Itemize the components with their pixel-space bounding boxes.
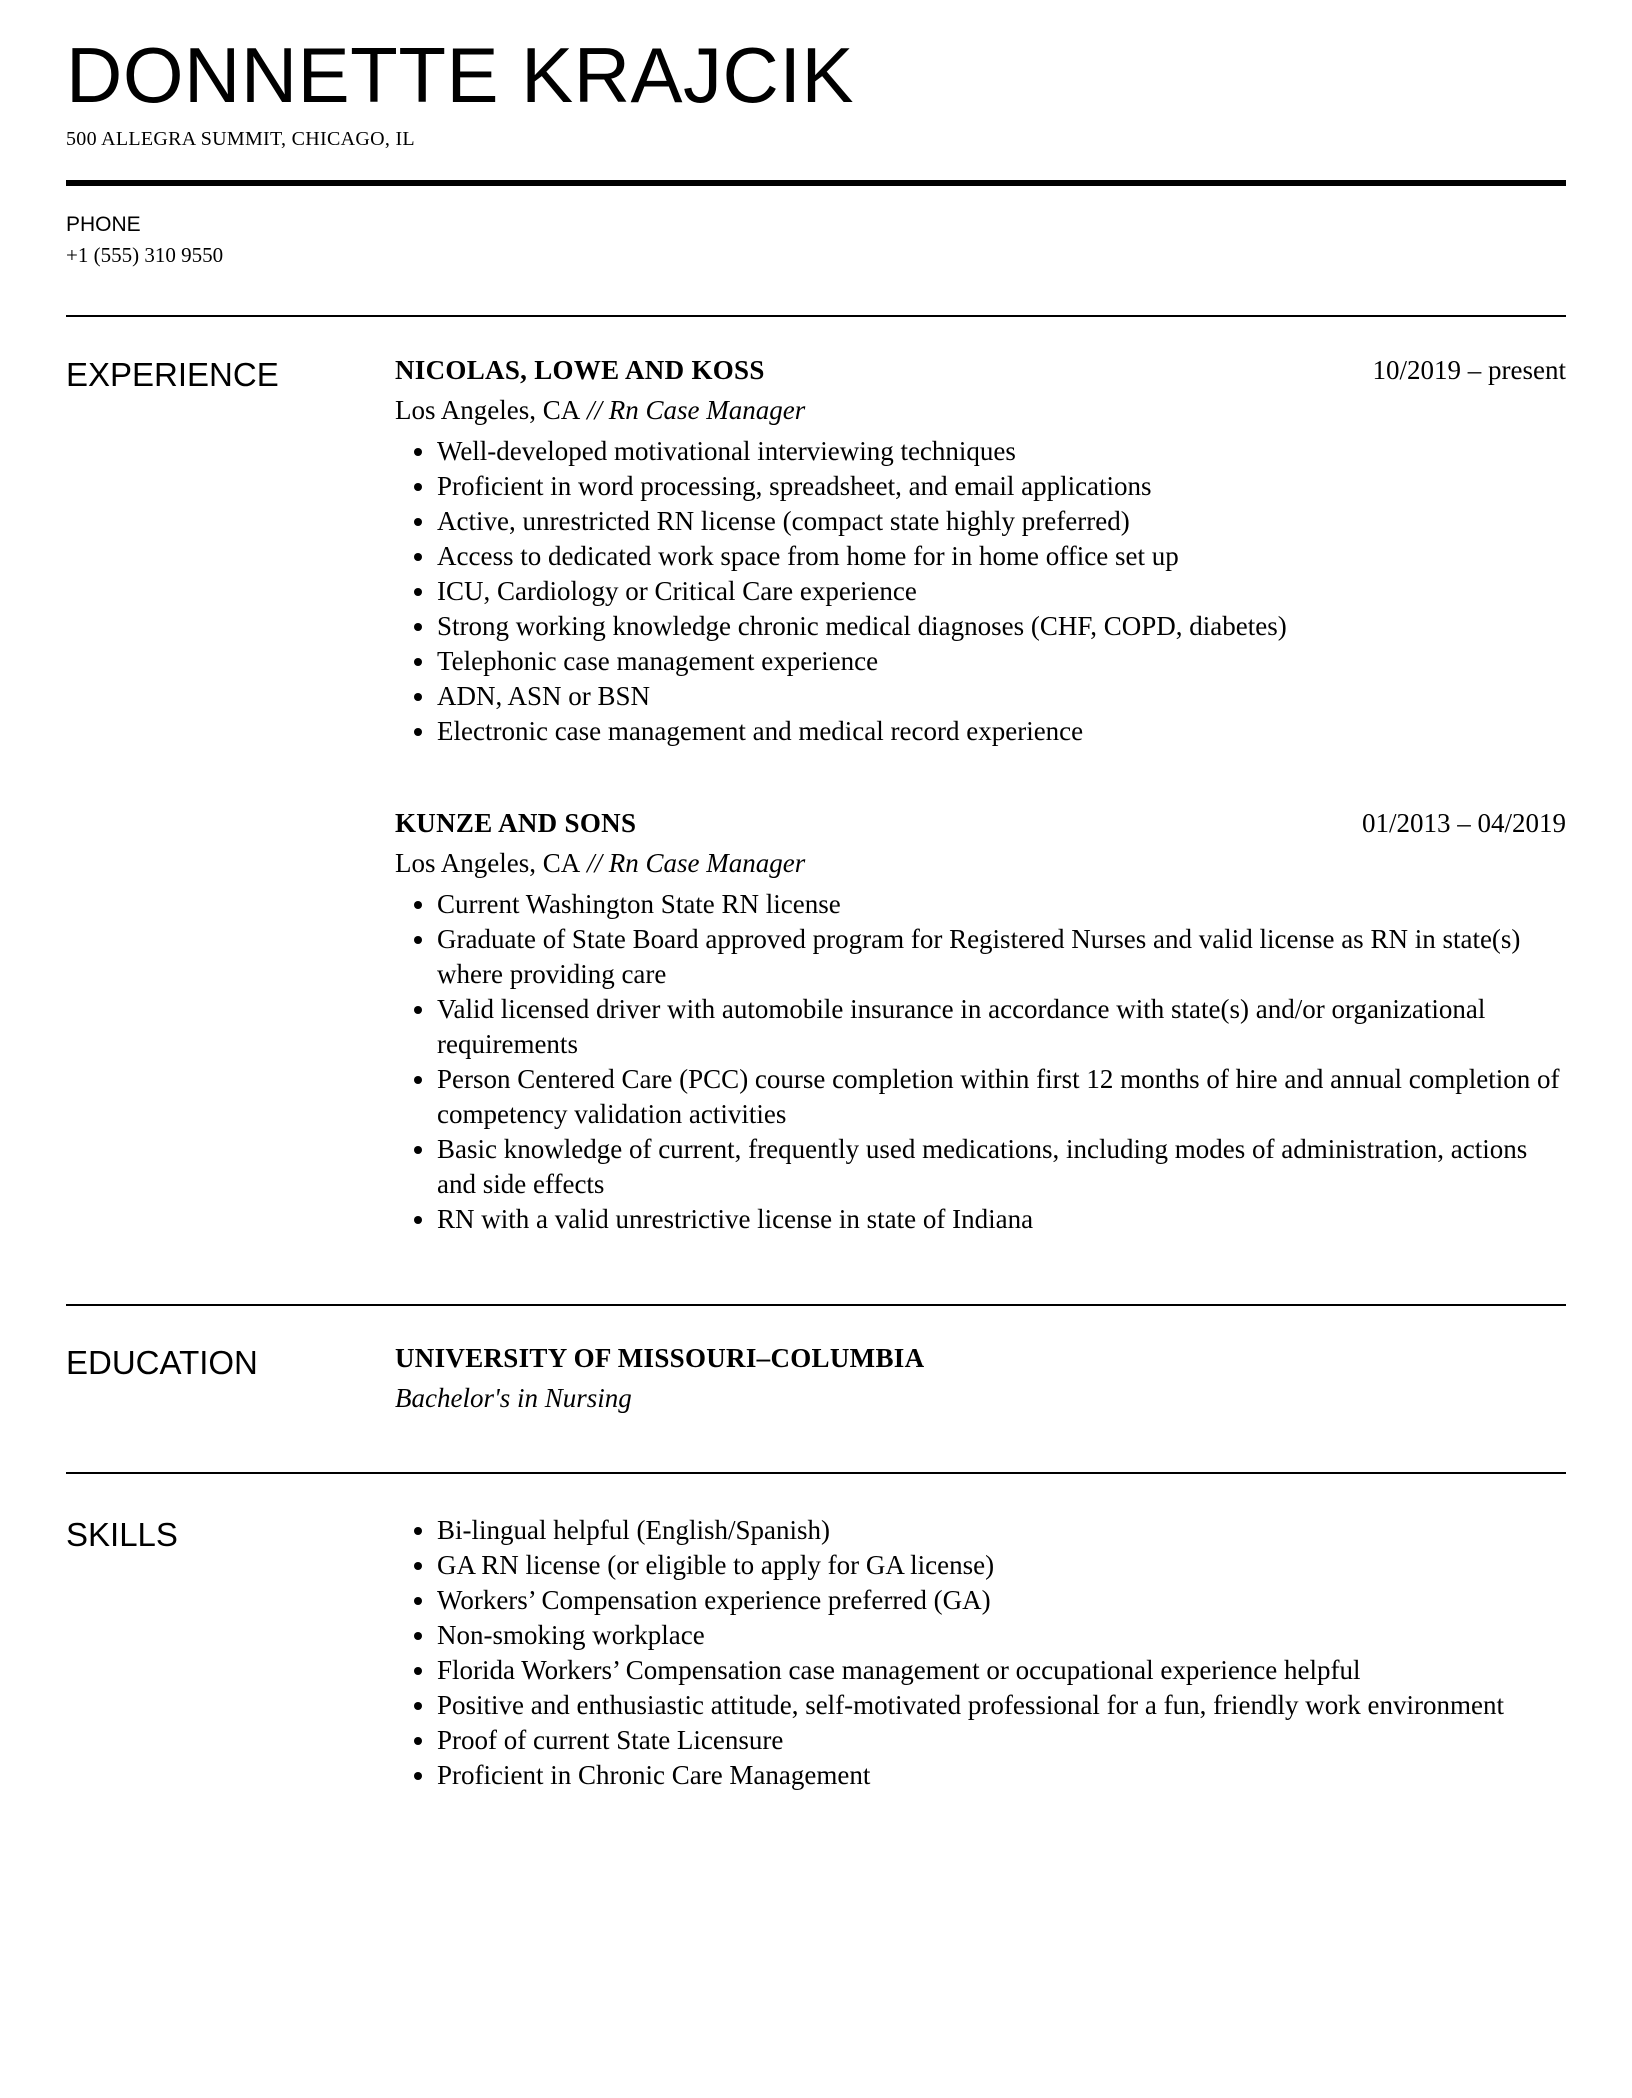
- candidate-address: 500 ALLEGRA SUMMIT, CHICAGO, IL: [66, 128, 415, 150]
- education-body: [395, 1341, 1566, 1416]
- job-role: Rn Case Manager: [608, 395, 806, 425]
- job-bullet: • Strong working knowledge chronic medical diagnoses (CHF, COPD, diabetes): [437, 609, 1566, 644]
- candidate-name: DONNETTE KRAJCIK: [66, 31, 855, 119]
- degree-name: Bachelor's in Nursing: [395, 1383, 632, 1413]
- skill-item: • Workers’ Compensation experience preferred (GA): [437, 1583, 1566, 1618]
- job-subtitle: [395, 846, 1566, 881]
- header-divider: [66, 180, 1566, 186]
- job-bullet: • Well-developed motivational interviewing techniques: [437, 434, 1566, 469]
- experience-section: [66, 353, 1566, 1237]
- job-bullet: • Proficient in word processing, spreadsheet, and email applications: [437, 469, 1566, 504]
- job-bullet: • Person Centered Care (PCC) course completion within first 12 months of hire and annual completion of competency validation activities: [437, 1062, 1566, 1132]
- section-divider: [66, 315, 1566, 317]
- job-bullet: • ADN, ASN or BSN: [437, 679, 1566, 714]
- job-dates: 10/2019 – present: [1372, 355, 1566, 385]
- job-bullet: • Electronic case management and medical record experience: [437, 714, 1566, 749]
- phone-label: PHONE: [66, 213, 141, 236]
- job-bullet: • Graduate of State Board approved program for Registered Nurses and valid license as RN in state(s) where providing care: [437, 922, 1566, 992]
- job-bullet: • Access to dedicated work space from home for in home office set up: [437, 539, 1566, 574]
- job-subtitle: [395, 393, 1566, 428]
- job-separator: //: [580, 848, 609, 878]
- job-dates: 01/2013 – 04/2019: [1361, 808, 1566, 838]
- job-bullets: [395, 887, 1566, 1237]
- education-heading: EDUCATION: [66, 1344, 258, 1381]
- resume-page: [66, 0, 1566, 1793]
- job-separator: //: [580, 395, 609, 425]
- school-name: UNIVERSITY OF MISSOURI–COLUMBIA: [395, 1343, 925, 1373]
- skills-body: [395, 1513, 1566, 1793]
- skill-item: • Positive and enthusiastic attitude, self-motivated professional for a fun, friendly work environment: [437, 1688, 1566, 1723]
- skill-item: • Proof of current State Licensure: [437, 1723, 1566, 1758]
- skill-item: • Non-smoking workplace: [437, 1618, 1566, 1653]
- company-name: KUNZE AND SONS: [395, 808, 637, 838]
- job-location: Los Angeles, CA: [395, 395, 581, 425]
- experience-heading: EXPERIENCE: [66, 356, 279, 393]
- job-bullet: • Basic knowledge of current, frequently used medications, including modes of administration, actions and side effects: [437, 1132, 1566, 1202]
- skill-item: • Proficient in Chronic Care Management: [437, 1758, 1566, 1793]
- job-bullet: • Active, unrestricted RN license (compact state highly preferred): [437, 504, 1566, 539]
- job-location: Los Angeles, CA: [395, 848, 581, 878]
- skill-item: • Florida Workers’ Compensation case management or occupational experience helpful: [437, 1653, 1566, 1688]
- job-entry: [395, 806, 1566, 1237]
- skills-section: [66, 1513, 1566, 1793]
- phone-value: +1 (555) 310 9550: [66, 243, 224, 267]
- job-bullet: • Current Washington State RN license: [437, 887, 1566, 922]
- skills-heading: SKILLS: [66, 1516, 178, 1553]
- job-role: Rn Case Manager: [608, 848, 806, 878]
- job-entry: [395, 353, 1566, 749]
- experience-body: [395, 353, 1566, 1237]
- company-name: NICOLAS, LOWE AND KOSS: [395, 355, 765, 385]
- section-divider: [66, 1304, 1566, 1306]
- job-bullets: [395, 434, 1566, 749]
- skill-item: • GA RN license (or eligible to apply for GA license): [437, 1548, 1566, 1583]
- job-bullet: • Telephonic case management experience: [437, 644, 1566, 679]
- education-section: [66, 1341, 1566, 1416]
- job-bullet: • Valid licensed driver with automobile insurance in accordance with state(s) and/or organizational requirements: [437, 992, 1566, 1062]
- section-divider: [66, 1472, 1566, 1474]
- skills-list: [395, 1513, 1566, 1793]
- skill-item: • Bi-lingual helpful (English/Spanish): [437, 1513, 1566, 1548]
- job-bullet: • ICU, Cardiology or Critical Care experience: [437, 574, 1566, 609]
- job-bullet: • RN with a valid unrestrictive license in state of Indiana: [437, 1202, 1566, 1237]
